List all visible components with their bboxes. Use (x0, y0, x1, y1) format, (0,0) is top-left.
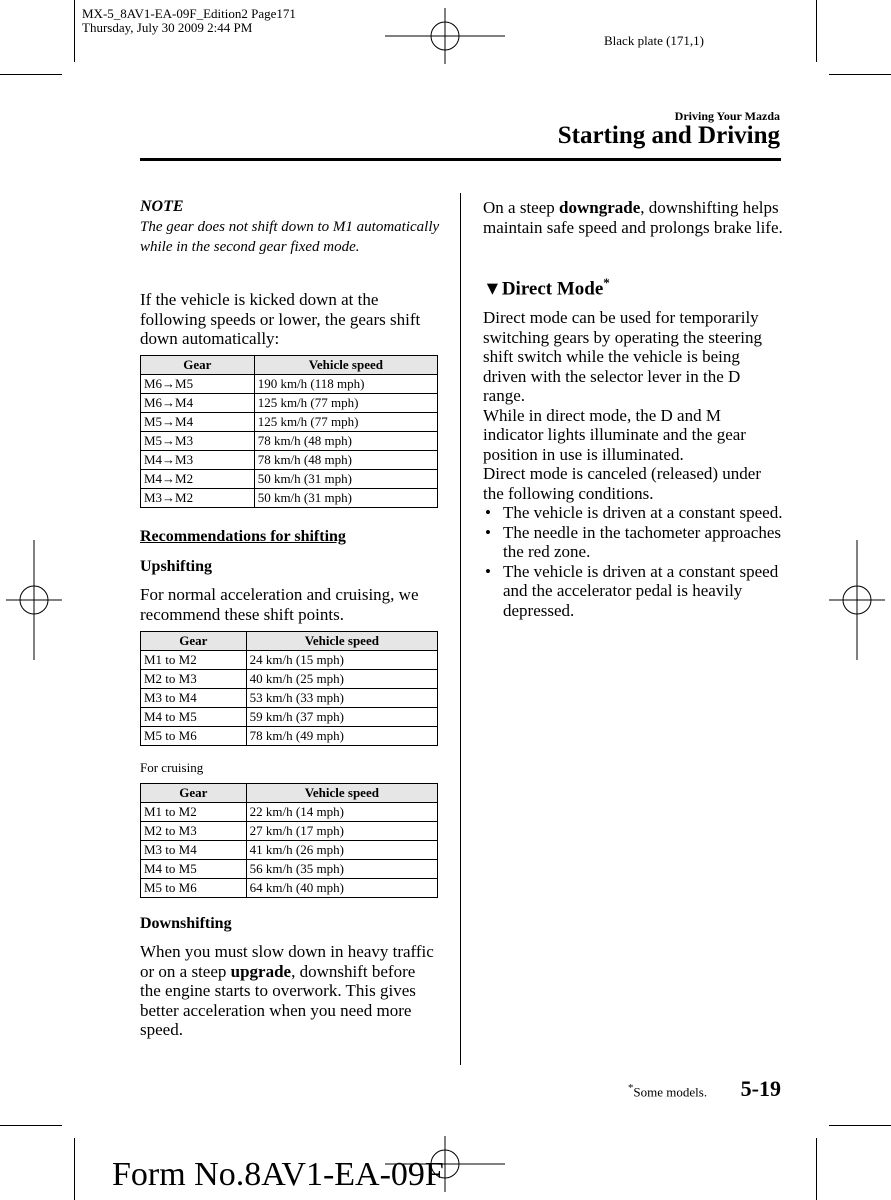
print-job-info (82, 7, 296, 35)
gear-cell: M1 to M2 (141, 803, 247, 822)
list-item (483, 562, 783, 621)
speed-cell: 50 km/h (31 mph) (254, 470, 437, 489)
direct-mode-body (483, 308, 783, 620)
gear-cell: M5→M3 (141, 432, 255, 451)
registration-mark-icon (829, 540, 885, 660)
direct-mode-paragraph: Direct mode is canceled (released) under the following conditions. (483, 464, 761, 503)
gear-cell: M3 to M4 (141, 841, 247, 860)
direct-mode-title: Direct Mode (501, 278, 604, 300)
speed-cell: 41 km/h (26 mph) (246, 841, 437, 860)
list-item-text: The vehicle is driven at a constant speed. (503, 503, 783, 522)
downshifting-paragraph (140, 942, 440, 1040)
table-row (141, 651, 438, 670)
kickdown-table (140, 355, 438, 508)
gear-cell: M2 to M3 (141, 822, 247, 841)
crop-mark (0, 1125, 62, 1126)
crop-mark (74, 0, 75, 62)
print-job-line: MX-5_8AV1-EA-09F_Edition2 Page171 (82, 6, 296, 21)
speed-cell: 125 km/h (77 mph) (254, 413, 437, 432)
acceleration-table (140, 631, 438, 746)
table-row (141, 822, 438, 841)
downgrade-paragraph (483, 198, 783, 237)
speed-cell: 59 km/h (37 mph) (246, 708, 437, 727)
gear-cell: M3→M2 (141, 489, 255, 508)
table-row (141, 860, 438, 879)
triangle-down-icon: ▼ (483, 278, 502, 300)
upshifting-heading: Upshifting (140, 558, 213, 575)
table-row (141, 432, 438, 451)
gear-cell: M5→M4 (141, 413, 255, 432)
print-job-date: Thursday, July 30 2009 2:44 PM (82, 20, 253, 35)
direct-mode-paragraph: While in direct mode, the D and M indicator lights illuminate and the gear position in use is illuminated. (483, 405, 746, 464)
direct-mode-heading (483, 275, 610, 300)
crop-mark (0, 74, 62, 75)
gear-cell: M4 to M5 (141, 860, 247, 879)
upshifting-paragraph: For normal acceleration and cruising, we recommend these shift points. (140, 585, 419, 624)
table-row (141, 708, 438, 727)
gear-cell: M6→M4 (141, 394, 255, 413)
table-row (141, 841, 438, 860)
table-header: Vehicle speed (246, 632, 437, 651)
gear-cell: M1 to M2 (141, 651, 247, 670)
list-item-text: The vehicle is driven at a constant speed and the accelerator pedal is heavily depressed. (503, 561, 779, 620)
downshifting-emphasis: upgrade (230, 961, 292, 981)
speed-cell: 78 km/h (49 mph) (246, 727, 437, 746)
table-row (141, 375, 438, 394)
asterisk-icon: * (603, 275, 610, 290)
recommendations-heading: Recommendations for shifting (140, 528, 346, 545)
speed-cell: 64 km/h (40 mph) (246, 879, 437, 898)
table-row (141, 670, 438, 689)
crop-mark (829, 1125, 891, 1126)
asterisk-icon: * (628, 1082, 634, 1094)
header-rule (140, 158, 781, 161)
table-header: Gear (141, 784, 247, 803)
table-row (141, 727, 438, 746)
table-row (141, 689, 438, 708)
note-heading: NOTE (140, 198, 184, 215)
cruising-table (140, 783, 438, 898)
registration-mark-icon (385, 8, 505, 64)
table-header: Gear (141, 356, 255, 375)
gear-cell: M4→M3 (141, 451, 255, 470)
section-label: Driving Your Mazda (674, 109, 780, 123)
speed-cell: 56 km/h (35 mph) (246, 860, 437, 879)
note-text: The gear does not shift down to M1 automatically while in the second gear fixed mode. (140, 219, 440, 255)
page-title: Starting and Driving (557, 122, 780, 149)
speed-cell: 22 km/h (14 mph) (246, 803, 437, 822)
crop-mark (829, 74, 891, 75)
gear-cell: M3 to M4 (141, 689, 247, 708)
speed-cell: 190 km/h (118 mph) (254, 375, 437, 394)
speed-cell: 78 km/h (48 mph) (254, 451, 437, 470)
table-row (141, 489, 438, 508)
some-models-note (628, 1082, 707, 1100)
table-row (141, 394, 438, 413)
downshifting-text-a: When you must slow down in heavy traffic or on a steep (140, 942, 434, 981)
speed-cell: 78 km/h (48 mph) (254, 432, 437, 451)
downgrade-text-b: , downshifting helps maintain safe speed and prolongs brake life. (483, 198, 783, 237)
downshifting-heading: Downshifting (140, 915, 232, 932)
registration-mark-icon (6, 540, 62, 660)
list-item-text: The needle in the tachometer approaches the red zone. (503, 522, 782, 561)
plate-label: Black plate (171,1) (604, 33, 704, 48)
speed-cell: 125 km/h (77 mph) (254, 394, 437, 413)
cruising-caption: For cruising (140, 760, 204, 775)
crop-mark (816, 0, 817, 62)
form-number: Form No.8AV1-EA-09F (112, 1156, 444, 1193)
cancel-conditions-list (483, 503, 783, 620)
crop-mark (816, 1138, 817, 1200)
speed-cell: 24 km/h (15 mph) (246, 651, 437, 670)
table-header: Vehicle speed (254, 356, 437, 375)
gear-cell: M6→M5 (141, 375, 255, 394)
speed-cell: 50 km/h (31 mph) (254, 489, 437, 508)
bullet-icon: • (485, 503, 491, 522)
table-header: Gear (141, 632, 247, 651)
downgrade-emphasis: downgrade (559, 198, 641, 217)
crop-mark (74, 1138, 75, 1200)
speed-cell: 53 km/h (33 mph) (246, 689, 437, 708)
direct-mode-paragraph: Direct mode can be used for temporarily switching gears by operating the steering shift switch while the vehicle is being driven with the selector lever in the D range. (483, 308, 763, 405)
list-item (483, 503, 783, 523)
bullet-icon: • (485, 522, 491, 542)
kickdown-paragraph: If the vehicle is kicked down at the following speeds or lower, the gears shift down automatically: (140, 290, 421, 348)
table-row (141, 879, 438, 898)
table-row (141, 451, 438, 470)
table-row (141, 470, 438, 489)
gear-cell: M4→M2 (141, 470, 255, 489)
bullet-icon: • (485, 561, 491, 581)
some-models-text: Some models. (633, 1084, 708, 1100)
table-header: Vehicle speed (246, 784, 437, 803)
gear-cell: M2 to M3 (141, 670, 247, 689)
downgrade-text-a: On a steep (483, 198, 560, 217)
gear-cell: M5 to M6 (141, 727, 247, 746)
list-item (483, 523, 783, 562)
gear-cell: M5 to M6 (141, 879, 247, 898)
downshifting-text-b: , downshift before the engine starts to overwork. This gives better acceleration when you need more speed. (140, 961, 416, 1039)
speed-cell: 40 km/h (25 mph) (246, 670, 437, 689)
column-divider (460, 193, 461, 1065)
speed-cell: 27 km/h (17 mph) (246, 822, 437, 841)
page-number: 5-19 (740, 1076, 781, 1101)
gear-cell: M4 to M5 (141, 708, 247, 727)
table-row (141, 803, 438, 822)
table-row (141, 413, 438, 432)
